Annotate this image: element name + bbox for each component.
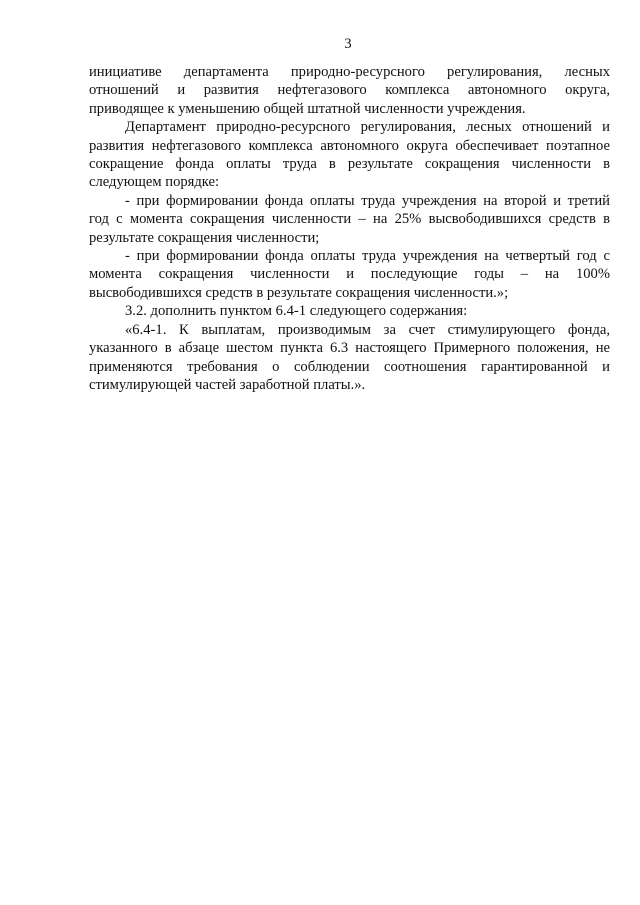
- text-line: следующем порядке:: [89, 174, 220, 191]
- text-line: стимулирующей частей заработной платы.».: [89, 376, 366, 393]
- paragraph: [89, 63, 610, 118]
- text-line: указанного в абзаце шестом пункта 6.3 настоящего Примерного положения, не: [89, 340, 610, 357]
- paragraph: [89, 192, 610, 247]
- page-number: 3: [344, 36, 352, 52]
- paragraph: [89, 118, 610, 192]
- paragraph: [89, 302, 610, 320]
- document-body: [89, 63, 610, 394]
- paragraph: [89, 247, 610, 302]
- text-line: «6.4-1. К выплатам, производимым за счет стимулирующего фонда,: [125, 321, 610, 338]
- paragraph: [89, 321, 610, 395]
- text-line: результате сокращения численности;: [89, 229, 320, 246]
- text-line: Департамент природно-ресурсного регулирования, лесных отношений и: [125, 119, 610, 136]
- text-line: год с момента сокращения численности – на 25% высвободившихся средств в: [89, 211, 610, 228]
- text-line: 3.2. дополнить пунктом 6.4-1 следующего содержания:: [125, 303, 468, 320]
- text-line: отношений и развития нефтегазового комплекса автономного округа,: [89, 82, 610, 99]
- text-line: - при формировании фонда оплаты труда учреждения на четвертый год с: [125, 248, 610, 265]
- text-line: высвободившихся средств в результате сокращения численности.»;: [89, 284, 509, 301]
- text-line: инициативе департамента природно-ресурсного регулирования, лесных: [89, 64, 610, 80]
- text-line: момента сокращения численности и последующие годы – на 100%: [89, 266, 610, 283]
- text-line: сокращение фонда оплаты труда в результате сокращения численности в: [89, 156, 610, 173]
- text-line: развития нефтегазового комплекса автономного округа обеспечивает поэтапное: [89, 137, 610, 154]
- text-line: применяются требования о соблюдении соотношения гарантированной и: [89, 358, 610, 375]
- text-line: - при формировании фонда оплаты труда учреждения на второй и третий: [125, 192, 610, 209]
- text-line: приводящее к уменьшению общей штатной численности учреждения.: [89, 100, 526, 117]
